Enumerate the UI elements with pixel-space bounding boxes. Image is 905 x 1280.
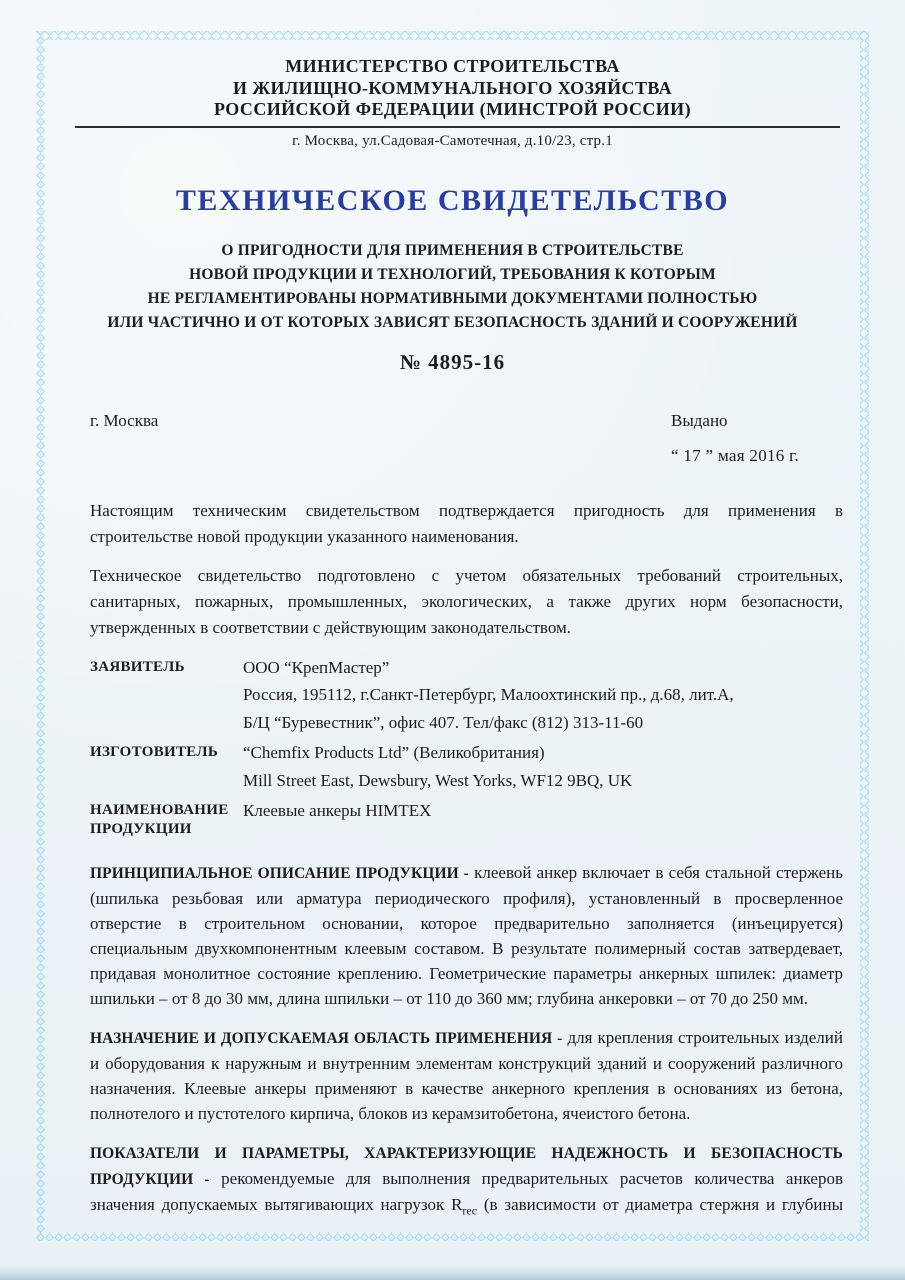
section-application	[90, 1025, 843, 1126]
subtitle-line-4: ИЛИ ЧАСТИЧНО И ОТ КОТОРЫХ ЗАВИСЯТ БЕЗОПАСНОСТЬ ЗДАНИЙ И СООРУЖЕНИЙ	[107, 313, 798, 331]
page-bottom-scan-edge	[0, 1264, 905, 1280]
section-parameters	[90, 1140, 843, 1217]
intro-paragraphs	[90, 498, 843, 641]
section-application-heading: НАЗНАЧЕНИЕ И ДОПУСКАЕМАЯ ОБЛАСТЬ ПРИМЕНЕНИЯ -	[90, 1030, 563, 1047]
issue-info	[671, 411, 843, 466]
section-application-text: для крепления строительных изделий и оборудования к наружным и внутренним элементам конструкций зданий и сооружений различного назначения. Клеевые анкеры применяют в качестве анкерного крепления в основаниях из бетона, полнотелого и пустотелого кирпича, блоков из керамзитобетона, ячеистого бетона.	[90, 1028, 843, 1123]
field-manufacturer	[90, 739, 843, 794]
field-applicant	[90, 654, 843, 737]
sections-block	[90, 860, 843, 1217]
ministry-address: г. Москва, ул.Садовая-Самотечная, д.10/23, стр.1	[292, 132, 613, 149]
applicant-line-3: Б/Ц “Буревестник”, офис 407. Тел/факс (812) 313-11-60	[243, 712, 644, 732]
fields-block	[90, 654, 843, 840]
section-parameters-text-after: (в зависимости от диаметра стержня и глубины	[477, 1195, 843, 1214]
intro-paragraph-1: Настоящим техническим свидетельством подтверждается пригодность для применения в строительстве новой продукции указанного наименования.	[90, 500, 843, 546]
issued-date: “ 17 ” мая 2016 г.	[671, 445, 800, 465]
subtitle-line-3: НЕ РЕГЛАМЕНТИРОВАНЫ НОРМАТИВНЫМИ ДОКУМЕНТАМИ ПОЛНОСТЬЮ	[147, 289, 758, 307]
manufacturer-line-1: “Chemfix Products Ltd” (Великобритания)	[243, 743, 545, 762]
section-description	[90, 860, 843, 1011]
ministry-line-3: РОССИЙСКОЙ ФЕДЕРАЦИИ (МИНСТРОЙ РОССИИ)	[214, 99, 691, 119]
field-label-product-name: НАИМЕНОВАНИЕ ПРОДУКЦИИ	[90, 802, 229, 837]
section-parameters-heading: ПОКАЗАТЕЛИ И ПАРАМЕТРЫ, ХАРАКТЕРИЗУЮЩИЕ НАДЕЖНОСТЬ И БЕЗОПАСНОСТЬ ПРОДУКЦИИ -	[90, 1145, 843, 1188]
document-title: ТЕХНИЧЕСКОЕ СВИДЕТЕЛЬСТВО	[175, 183, 730, 217]
header-divider	[75, 126, 840, 128]
subtitle-line-2: НОВОЙ ПРОДУКЦИИ И ТЕХНОЛОГИЙ, ТРЕБОВАНИЯ К КОТОРЫМ	[189, 265, 716, 283]
applicant-line-2: Россия, 195112, г.Санкт-Петербург, Малоохтинский пр., д.68, лит.А,	[243, 685, 734, 704]
issue-place: г. Москва	[90, 410, 159, 430]
manufacturer-line-2: Mill Street East, Dewsbury, West Yorks, WF12 9BQ, UK	[243, 770, 633, 790]
product-name-line-1: Клеевые анкеры HIMTEX	[243, 801, 432, 820]
applicant-line-1: ООО “КрепМастер”	[243, 657, 390, 677]
section-parameters-text-before: рекомендуемые для выполнения предварительных расчетов количества анкеров значения допускаемых вытягивающих нагрузок R	[90, 1169, 843, 1214]
field-label-applicant: ЗАЯВИТЕЛЬ	[90, 658, 185, 675]
ministry-line-1: МИНИСТЕРСТВО СТРОИТЕЛЬСТВА	[285, 56, 620, 76]
document-subtitle	[0, 239, 905, 335]
field-product-name	[90, 797, 843, 839]
ministry-line-2: И ЖИЛИЩНО-КОММУНАЛЬНОГО ХОЗЯЙСТВА	[232, 77, 673, 98]
field-label-manufacturer: ИЗГОТОВИТЕЛЬ	[90, 744, 219, 760]
section-description-heading: ПРИНЦИПИАЛЬНОЕ ОПИСАНИЕ ПРОДУКЦИИ -	[90, 865, 469, 882]
ministry-name	[0, 0, 905, 121]
field-value-manufacturer	[243, 739, 843, 794]
subtitle-line-1: О ПРИГОДНОСТИ ДЛЯ ПРИМЕНЕНИЯ В СТРОИТЕЛЬСТВЕ	[221, 241, 684, 259]
document-body	[0, 411, 905, 1218]
issue-row	[90, 411, 843, 466]
issued-label: Выдано	[671, 410, 728, 430]
intro-paragraph-2: Техническое свидетельство подготовлено с учетом обязательных требований строительных, санитарных, пожарных, промышленных, экологических, а также других норм безопасности, утвержденных в соответствии с действующим законодательством.	[90, 565, 843, 637]
section-description-text: клеевой анкер включает в себя стальной стержень (шпилька резьбовая или арматура периодического профиля), установленный в просверленное отверстие в строительном основании, которое предварительно заполняется (инъецируется) специальным двухкомпонентным клеевым составом. В результате полимерный состав затвердевает, придавая монолитное состояние креплению. Геометрические параметры анкерных шпилек: диаметр шпильки – от 8 до 30 мм, длина шпильки – от 110 до 360 мм; глубина анкеровки – от 70 до 250 мм.	[90, 863, 843, 1008]
field-value-applicant	[243, 654, 843, 737]
r-rec-subscript: rec	[462, 1203, 478, 1218]
field-value-product-name	[243, 797, 843, 839]
document-number: № 4895-16	[399, 349, 506, 374]
